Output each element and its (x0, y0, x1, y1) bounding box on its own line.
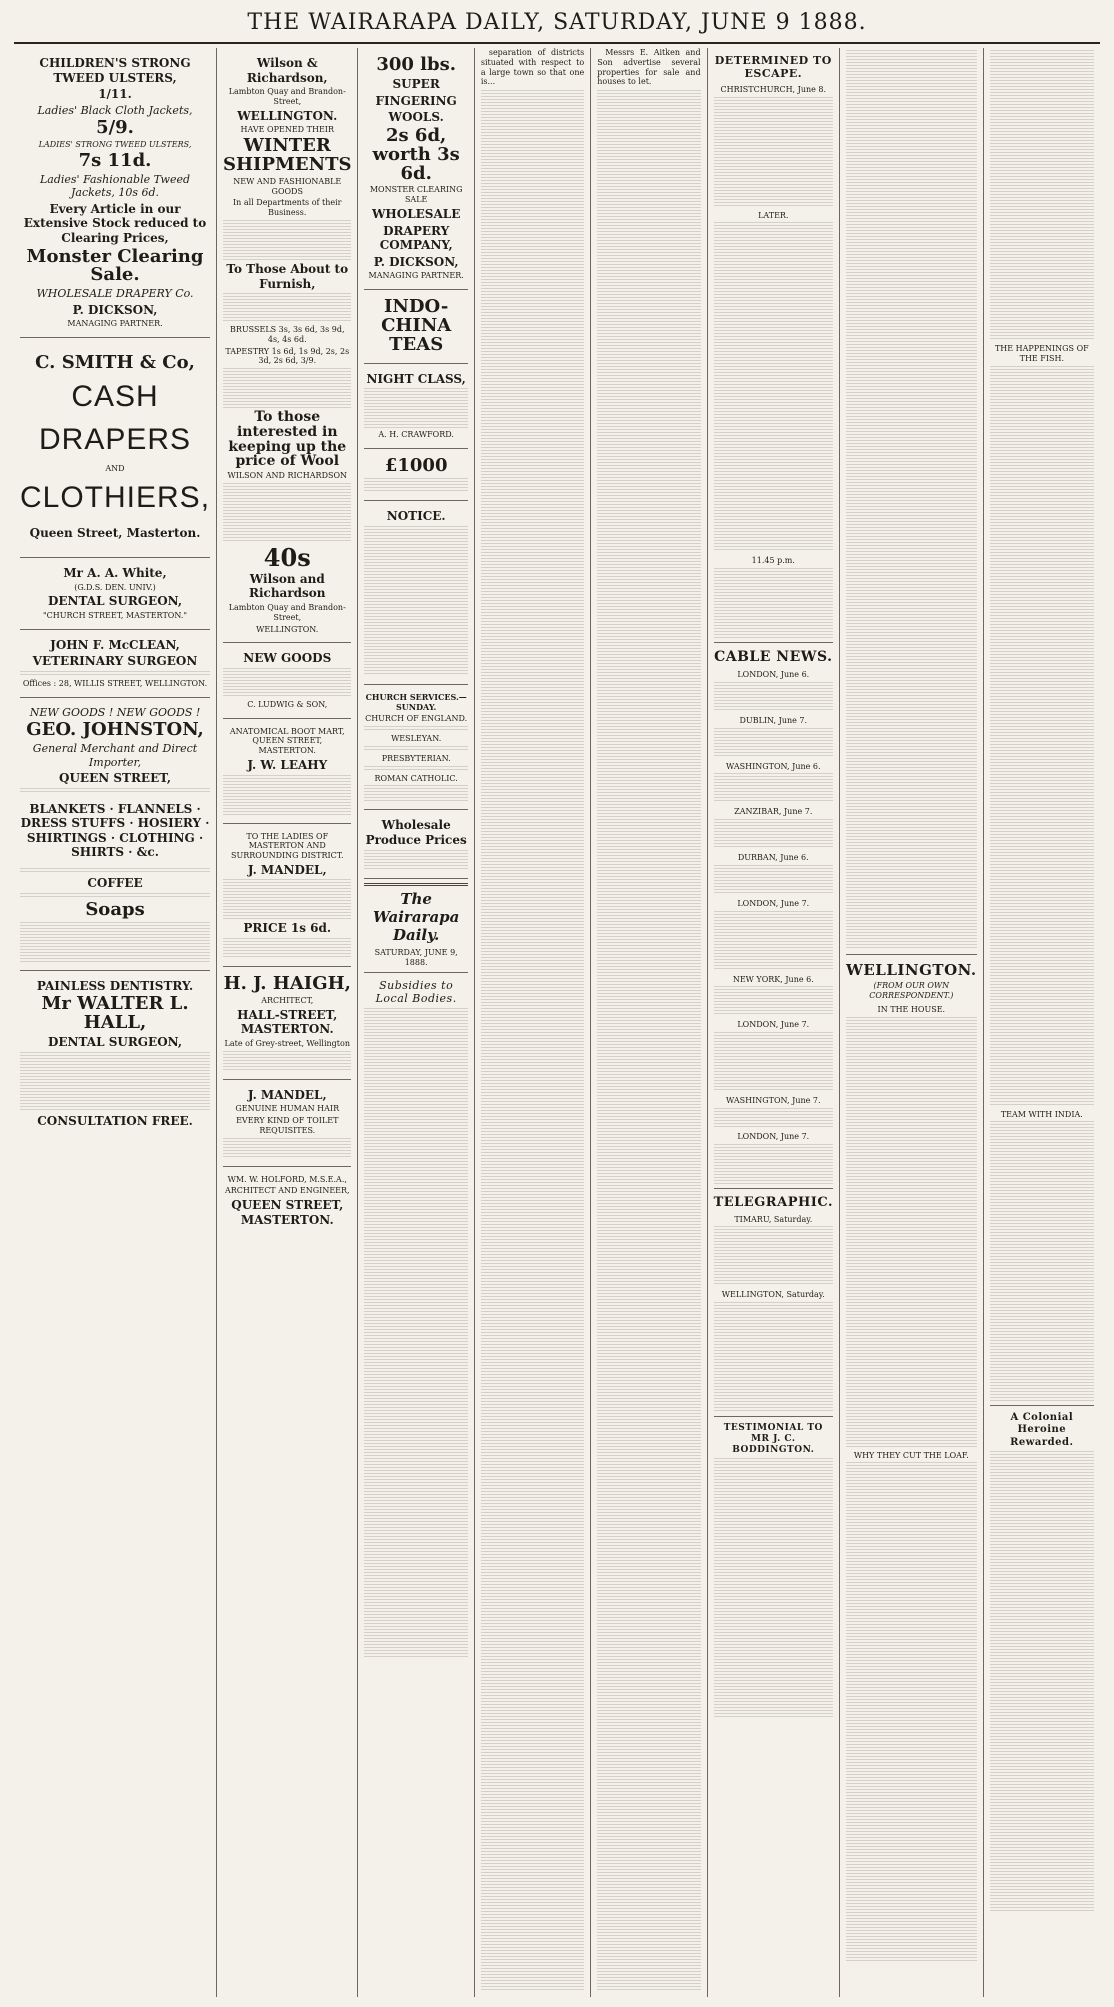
ad-headline: Monster Clearing Sale. (26, 245, 204, 286)
text-lines (223, 368, 351, 408)
dateline: LONDON, June 7. (737, 1020, 810, 1030)
section-heading: TELEGRAPHIC. (713, 1194, 833, 1210)
ad-text: DRAPERY COMPANY, (379, 223, 453, 253)
text-lines (714, 986, 833, 1016)
dateline: LONDON, June 7. (737, 898, 810, 908)
article-text: separation of districts situated with respect to a large town so that one is... (480, 48, 585, 87)
ad-text: FINGERING (375, 93, 457, 108)
ad-text: PRICE 1s 6d. (243, 921, 332, 936)
ad-headline: Mr A. A. White, (63, 566, 167, 581)
ad-text: WILSON AND RICHARDSON (227, 470, 348, 480)
ad-text: AND (105, 464, 125, 474)
article-heading: DETERMINED TO ESCAPE. (714, 54, 832, 81)
column-6 (708, 48, 840, 1997)
text-lines (714, 728, 833, 758)
text-lines (714, 1226, 833, 1286)
ad-price: 1/11. (98, 87, 132, 102)
ad-text: QUEEN STREET, (59, 770, 172, 785)
ad-headline: £1000 (384, 455, 448, 477)
text-lines (990, 1451, 1094, 1911)
ad-hall-dentist (20, 971, 210, 1137)
text-lines (20, 922, 210, 962)
ad-text: P. DICKSON, (373, 254, 459, 269)
ad-text: In all Departments of their Business. (233, 198, 342, 218)
ad-text: Lambton Quay and Brandon-Street, (228, 603, 346, 622)
ad-text: WHOLESALE DRAPERY Co. (36, 287, 194, 301)
dateline: NEW YORK, June 6. (732, 974, 814, 984)
text-lines (20, 893, 210, 899)
ad-text: DENTAL SURGEON, (47, 1035, 183, 1050)
ad-notice (364, 501, 467, 685)
ad-text: C. LUDWIG & SON, (247, 699, 328, 709)
dateline: TEAM WITH INDIA. (1000, 1109, 1083, 1119)
ad-text: "CHURCH STREET, MASTERTON." (42, 611, 188, 621)
ad-headline: GEO. JOHNSTON, (26, 719, 204, 741)
ad-holford (223, 1167, 351, 1236)
ad-headline: Wilson & Richardson, (246, 56, 328, 85)
text-lines (20, 868, 210, 874)
text-lines (714, 1144, 833, 1184)
ad-text: Offices : 28, WILLIS STREET, WELLINGTON. (22, 679, 208, 689)
ad-headline: CLOTHIERS, (20, 480, 211, 514)
ad-headline: 300 lbs. (376, 54, 456, 75)
ad-text: General Merchant and Direct Importer, (32, 742, 198, 769)
ad-text: QUEEN STREET, MASTERTON. (231, 1198, 344, 1227)
ad-text: MANAGING PARTNER. (368, 271, 464, 281)
text-lines (714, 1108, 833, 1128)
ad-headline: Mr WALTER L. HALL, (41, 993, 189, 1034)
dateline: CHRISTCHURCH, June 8. (720, 84, 827, 94)
dateline: TIMARU, Saturday. (734, 1214, 813, 1224)
divider (846, 954, 977, 955)
ad-night-class (364, 364, 467, 449)
text-lines (364, 746, 467, 752)
church-name: PRESBYTERIAN. (381, 753, 451, 763)
ad-headline: 40s (263, 542, 311, 572)
text-lines (481, 90, 584, 1990)
text-lines (223, 1138, 351, 1158)
text-lines (714, 1302, 833, 1412)
dateline: WASHINGTON, June 6. (726, 761, 821, 771)
ad-johnston (20, 698, 210, 971)
divider (990, 1405, 1094, 1406)
text-lines (714, 222, 833, 552)
ad-headline: WM. W. HOLFORD, M.S.E.A., (227, 1174, 347, 1184)
text-lines (364, 850, 467, 870)
ad-boot-mart (223, 719, 351, 824)
editorial-date: SATURDAY, JUNE 9, 1888. (374, 948, 458, 968)
dateline: LONDON, June 6. (737, 670, 810, 680)
masthead (14, 10, 1100, 44)
ad-smith-drapers (20, 338, 210, 558)
ad-text: DENTAL SURGEON, (47, 594, 183, 609)
ad-text: HAVE OPENED THEIR (240, 125, 334, 135)
ad-text: EVERY KIND OF TOILET REQUISITES. (236, 1116, 339, 1135)
ad-headline: ANATOMICAL BOOT MART, QUEEN STREET, MASTERTON. (229, 726, 345, 756)
column-2 (217, 48, 358, 1997)
editorial-heading: Subsidies to Local Bodies. (375, 978, 457, 1006)
ad-headline: Wilson and Richardson (248, 571, 326, 601)
ad-headline: NEW GOODS (243, 651, 332, 666)
dateline: WHY THEY CUT THE LOAF. (853, 1450, 969, 1460)
dateline: WASHINGTON, June 7. (726, 1096, 821, 1106)
church-name: ROMAN CATHOLIC. (374, 773, 458, 783)
ad-wilson-richardson (223, 48, 351, 643)
text-lines (714, 773, 833, 803)
column-4 (475, 48, 591, 1997)
section-subheading: (FROM OUR OWN CORRESPONDENT.) (869, 981, 954, 1001)
ad-headline: To Those About to Furnish, (226, 261, 349, 291)
text-lines (223, 879, 351, 919)
ad-text: Late of Grey-street, Wellington (224, 1038, 350, 1048)
text-lines (20, 1052, 210, 1112)
divider (714, 642, 833, 643)
text-lines (364, 726, 467, 732)
ad-headline: NOTICE. (386, 509, 446, 524)
section-heading: WELLINGTON. (846, 961, 977, 979)
text-lines (223, 1051, 351, 1071)
section-heading: Wholesale Produce Prices (365, 818, 467, 847)
text-lines (364, 785, 467, 801)
ad-text: (G.D.S. DEN. UNIV.) (74, 582, 156, 592)
text-lines (990, 366, 1094, 1106)
divider (364, 883, 467, 886)
ad-text: CHILDREN'S STRONG TWEED ULSTERS, (39, 56, 191, 85)
text-lines (223, 220, 351, 260)
ad-text: ARCHITECT AND ENGINEER, (224, 1186, 350, 1196)
ad-headline: PAINLESS DENTISTRY. (36, 978, 194, 993)
divider (714, 1416, 833, 1417)
ad-text: BLANKETS · FLANNELS · DRESS STUFFS · HOSIERY · SHIRTINGS · CLOTHING · SHIRTS · &c. (20, 801, 210, 860)
section-heading: TESTIMONIAL TO MR J. C. BODDINGTON. (723, 1423, 823, 1455)
section-heading: CABLE NEWS. (714, 649, 833, 666)
church-name: WESLEYAN. (391, 734, 442, 743)
ad-text: J. W. LEAHY (247, 757, 328, 772)
column-5 (591, 48, 707, 1997)
article-text: Messrs E. Aitken and Son advertise several properties for sale and houses to let. (597, 48, 701, 87)
text-lines (990, 1121, 1094, 1401)
text-lines (714, 1032, 833, 1092)
ad-text: A. H. CRAWFORD. (378, 430, 454, 440)
ad-text: MONSTER CLEARING SALE (369, 185, 463, 205)
text-lines (714, 682, 833, 712)
text-lines (597, 90, 700, 1990)
ad-headline: C. SMITH & Co, (35, 352, 195, 374)
ad-headline: J. MANDEL, (247, 1087, 327, 1102)
ad-headline: DRAPERS (38, 422, 192, 456)
text-lines (20, 788, 210, 794)
ad-text: Ladies' Fashionable Tweed Jackets, 10s 6d. (39, 172, 191, 200)
ad-loan (364, 449, 467, 501)
text-lines (714, 1458, 833, 1718)
ad-headline: WINTER SHIPMENTS (223, 135, 352, 176)
ad-text: WHOLESALE (371, 206, 461, 221)
text-lines (364, 526, 467, 676)
ad-text: WELLINGTON. (256, 624, 319, 634)
ad-headline: NIGHT CLASS, (366, 371, 466, 386)
column-1 (14, 48, 217, 1997)
ad-text: TAPESTRY 1s 6d, 1s 9d, 2s, 2s 3d, 2s 6d, 3/9. (225, 346, 350, 366)
text-lines (714, 819, 833, 849)
text-lines (714, 97, 833, 207)
text-lines (364, 1008, 467, 1658)
ad-headline: INDO-CHINA TEAS (381, 296, 452, 355)
ad-text: NEW AND FASHIONABLE GOODS (233, 176, 342, 196)
ad-headline: JOHN F. McCLEAN, (50, 637, 180, 652)
text-lines (223, 483, 351, 543)
divider (714, 1188, 833, 1189)
text-lines (20, 671, 210, 677)
ad-drapery-ulsters (20, 48, 210, 338)
ad-headline: Soaps (85, 898, 145, 920)
church-services (364, 685, 467, 811)
ad-mandel (223, 824, 351, 968)
ad-text: WELLINGTON. (237, 108, 338, 123)
ad-text: VETERINARY SURGEON (32, 654, 198, 669)
text-lines (223, 668, 351, 698)
text-lines (364, 388, 467, 428)
section-heading: A Colonial Heroine Rewarded. (1010, 1412, 1074, 1448)
ad-text: MANAGING PARTNER. (67, 319, 163, 329)
ad-headline: CASH (71, 379, 159, 413)
ad-text: TO THE LADIES OF MASTERTON AND SURROUNDING DISTRICT. (231, 831, 344, 861)
editorial-nameplate: The Wairarapa Daily. (372, 889, 460, 945)
dateline: DURBAN, June 6. (737, 853, 809, 863)
text-lines (223, 938, 351, 958)
ad-text: ARCHITECT, (261, 995, 314, 1005)
ad-headline: NEW GOODS ! NEW GOODS ! (29, 705, 201, 719)
ad-text: BRUSSELS 3s, 3s 6d, 3s 9d, 4s, 4s 6d. (230, 325, 345, 344)
text-lines (846, 1017, 977, 1447)
produce-prices (364, 810, 467, 878)
column-3 (358, 48, 474, 1997)
ad-text: CONSULTATION FREE. (37, 1113, 193, 1128)
ad-price: 5/9. (96, 117, 134, 139)
ad-headline: H. J. HAIGH, (223, 973, 351, 995)
divider (364, 972, 467, 973)
dateline: IN THE HOUSE. (877, 1004, 946, 1014)
ad-text: LADIES' STRONG TWEED ULSTERS, (38, 140, 192, 150)
dateline: ZANZIBAR, June 7. (734, 807, 813, 817)
dateline: DUBLIN, June 7. (739, 715, 808, 725)
ad-text: P. DICKSON, (72, 302, 158, 317)
ad-text: GENUINE HUMAN HAIR (235, 1104, 340, 1114)
ad-headline: COFFEE (87, 876, 143, 891)
text-lines (714, 568, 833, 638)
text-lines (364, 478, 467, 492)
dateline: LATER. (758, 210, 789, 220)
ad-text: Queen Street, Masterton. (29, 526, 201, 541)
dateline: THE HAPPENINGS OF THE FISH. (994, 344, 1089, 363)
ad-mandel-hair (223, 1080, 351, 1167)
ad-text: Lambton Quay and Brandon-Street, (228, 87, 346, 106)
ad-text: Ladies' Black Cloth Jackets, (37, 103, 193, 117)
ad-headline: To those interested in keeping up the price of Wool (228, 409, 347, 470)
ad-wools (364, 48, 467, 290)
section-heading: CHURCH SERVICES.—SUNDAY. (365, 691, 467, 712)
ad-new-goods (223, 643, 351, 718)
dateline: WELLINGTON, Saturday. (721, 1290, 825, 1300)
dateline: 11.45 p.m. (751, 556, 795, 566)
masthead-title: THE WAIRARAPA DAILY, SATURDAY, JUNE 9 1888. (247, 10, 867, 35)
text-lines (846, 50, 977, 950)
dateline: LONDON, June 7. (737, 1131, 810, 1141)
ad-text: HALL-STREET, MASTERTON. (237, 1007, 338, 1037)
column-7 (840, 48, 984, 1997)
ad-text: WOOLS. (388, 110, 444, 125)
ad-teas (364, 290, 467, 364)
column-8 (984, 48, 1100, 1997)
ad-text: SUPER (392, 76, 440, 91)
ad-text: Every Article in our Extensive Stock reduced to Clearing Prices, (23, 201, 207, 245)
text-lines (990, 50, 1094, 340)
text-lines (364, 766, 467, 772)
text-lines (846, 1462, 977, 1962)
columns (14, 48, 1100, 1997)
ad-haigh (223, 967, 351, 1080)
ad-mcclean-vet (20, 630, 210, 698)
text-lines (714, 865, 833, 895)
text-lines (223, 293, 351, 323)
text-lines (223, 775, 351, 815)
ad-price: 2s 6d, worth 3s 6d. (372, 124, 460, 184)
ad-white-dentist (20, 558, 210, 630)
ad-price: 7s 11d. (78, 149, 152, 171)
text-lines (714, 911, 833, 971)
church-name: CHURCH OF ENGLAND. (365, 714, 468, 724)
ad-headline: J. MANDEL, (247, 862, 327, 877)
